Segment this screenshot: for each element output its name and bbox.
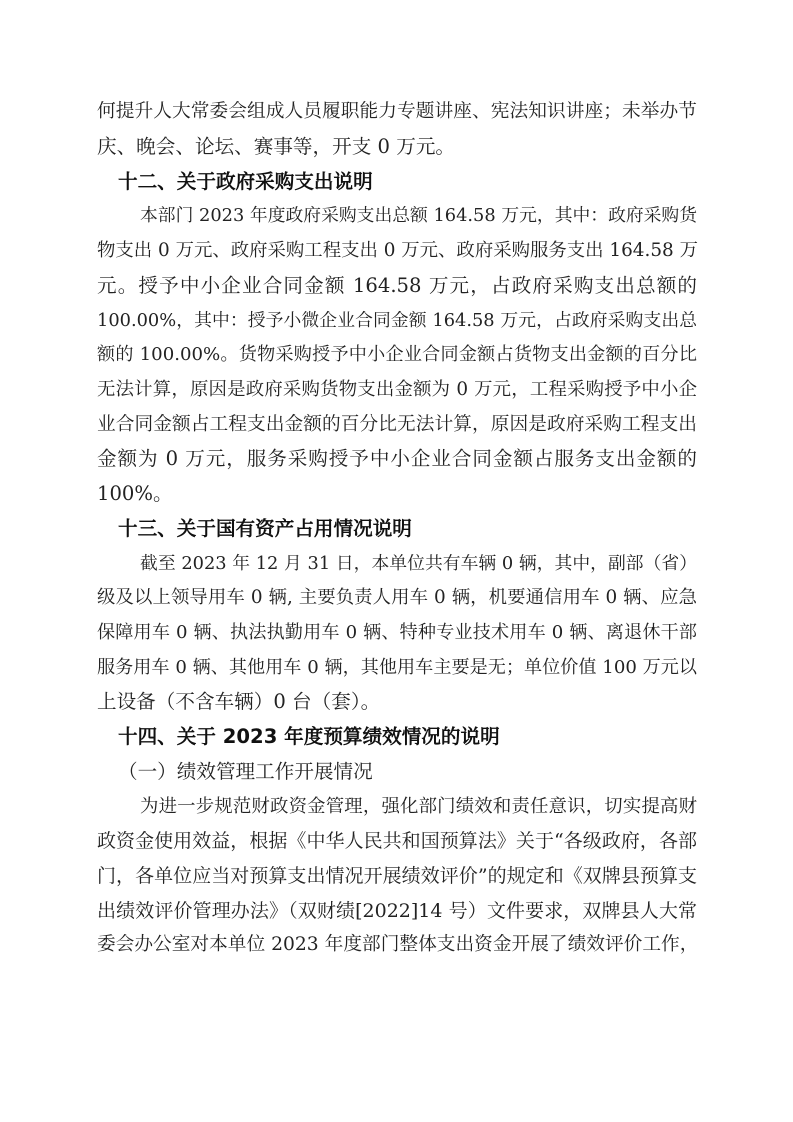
paragraph-line: 政资金使用效益，根据《中华人民共和国预算法》关于“各级政府，各部 bbox=[97, 830, 697, 852]
subsection-heading-1: （一）绩效管理工作开展情况 bbox=[118, 760, 373, 783]
section-heading-12: 十二、关于政府采购支出说明 bbox=[118, 170, 373, 193]
paragraph-line: 额的 100.00%。货物采购授予中小企业合同金额占货物支出金额的百分比 bbox=[97, 344, 697, 365]
paragraph-line: 100%。 bbox=[97, 482, 173, 505]
section-heading-14: 十四、关于 2023 年度预算绩效情况的说明 bbox=[118, 725, 500, 748]
paragraph-line: 无法计算，原因是政府采购货物支出金额为 0 万元，工程采购授予中小企 bbox=[97, 379, 697, 400]
paragraph-line: 金额为 0 万元，服务采购授予中小企业合同金额占服务支出金额的 bbox=[97, 447, 697, 470]
paragraph-line: 服务用车 0 辆、其他用车 0 辆，其他用车主要是无；单位价值 100 万元以 bbox=[97, 657, 697, 678]
paragraph-line: 本部门 2023 年度政府采购支出总额 164.58 万元，其中：政府采购货 bbox=[140, 205, 697, 226]
paragraph-line: 上设备（不含车辆）0 台（套）。 bbox=[97, 690, 381, 713]
paragraph-line: 何提升人大常委会组成人员履职能力专题讲座、宪法知识讲座；未举办节 bbox=[97, 101, 697, 122]
section-heading-13: 十三、关于国有资产占用情况说明 bbox=[118, 517, 412, 540]
paragraph-line: 保障用车 0 辆、执法执勤用车 0 辆、特种专业技术用车 0 辆、离退休干部 bbox=[97, 622, 697, 643]
paragraph-line: 出绩效评价管理办法》（双财绩[2022]14 号）文件要求，双牌县人大常 bbox=[97, 900, 697, 922]
paragraph-line: 元。授予中小企业合同金额 164.58 万元，占政府采购支出总额的 bbox=[97, 274, 697, 297]
paragraph-line: 100.00%，其中：授予小微企业合同金额 164.58 万元，占政府采购支出总 bbox=[97, 310, 697, 331]
paragraph-line: 门，各单位应当对预算支出情况开展绩效评价”的规定和《双牌县预算支 bbox=[97, 865, 697, 887]
paragraph-line: 级及以上领导用车 0 辆, 主要负责人用车 0 辆，机要通信用车 0 辆、应急 bbox=[97, 587, 697, 608]
paragraph-line: 为进一步规范财政资金管理，强化部门绩效和责任意识，切实提高财 bbox=[140, 796, 697, 817]
paragraph-line: 物支出 0 万元、政府采购工程支出 0 万元、政府采购服务支出 164.58 万 bbox=[97, 240, 698, 261]
paragraph-line: 庆、晚会、论坛、赛事等，开支 0 万元。 bbox=[97, 135, 456, 158]
paragraph-line: 业合同金额占工程支出金额的百分比无法计算，原因是政府采购工程支出 bbox=[97, 414, 697, 435]
paragraph-line: 委会办公室对本单位 2023 年度部门整体支出资金开展了绩效评价工作， bbox=[97, 934, 699, 955]
paragraph-line: 截至 2023 年 12 月 31 日，本单位共有车辆 0 辆，其中，副部（省） bbox=[140, 553, 697, 574]
